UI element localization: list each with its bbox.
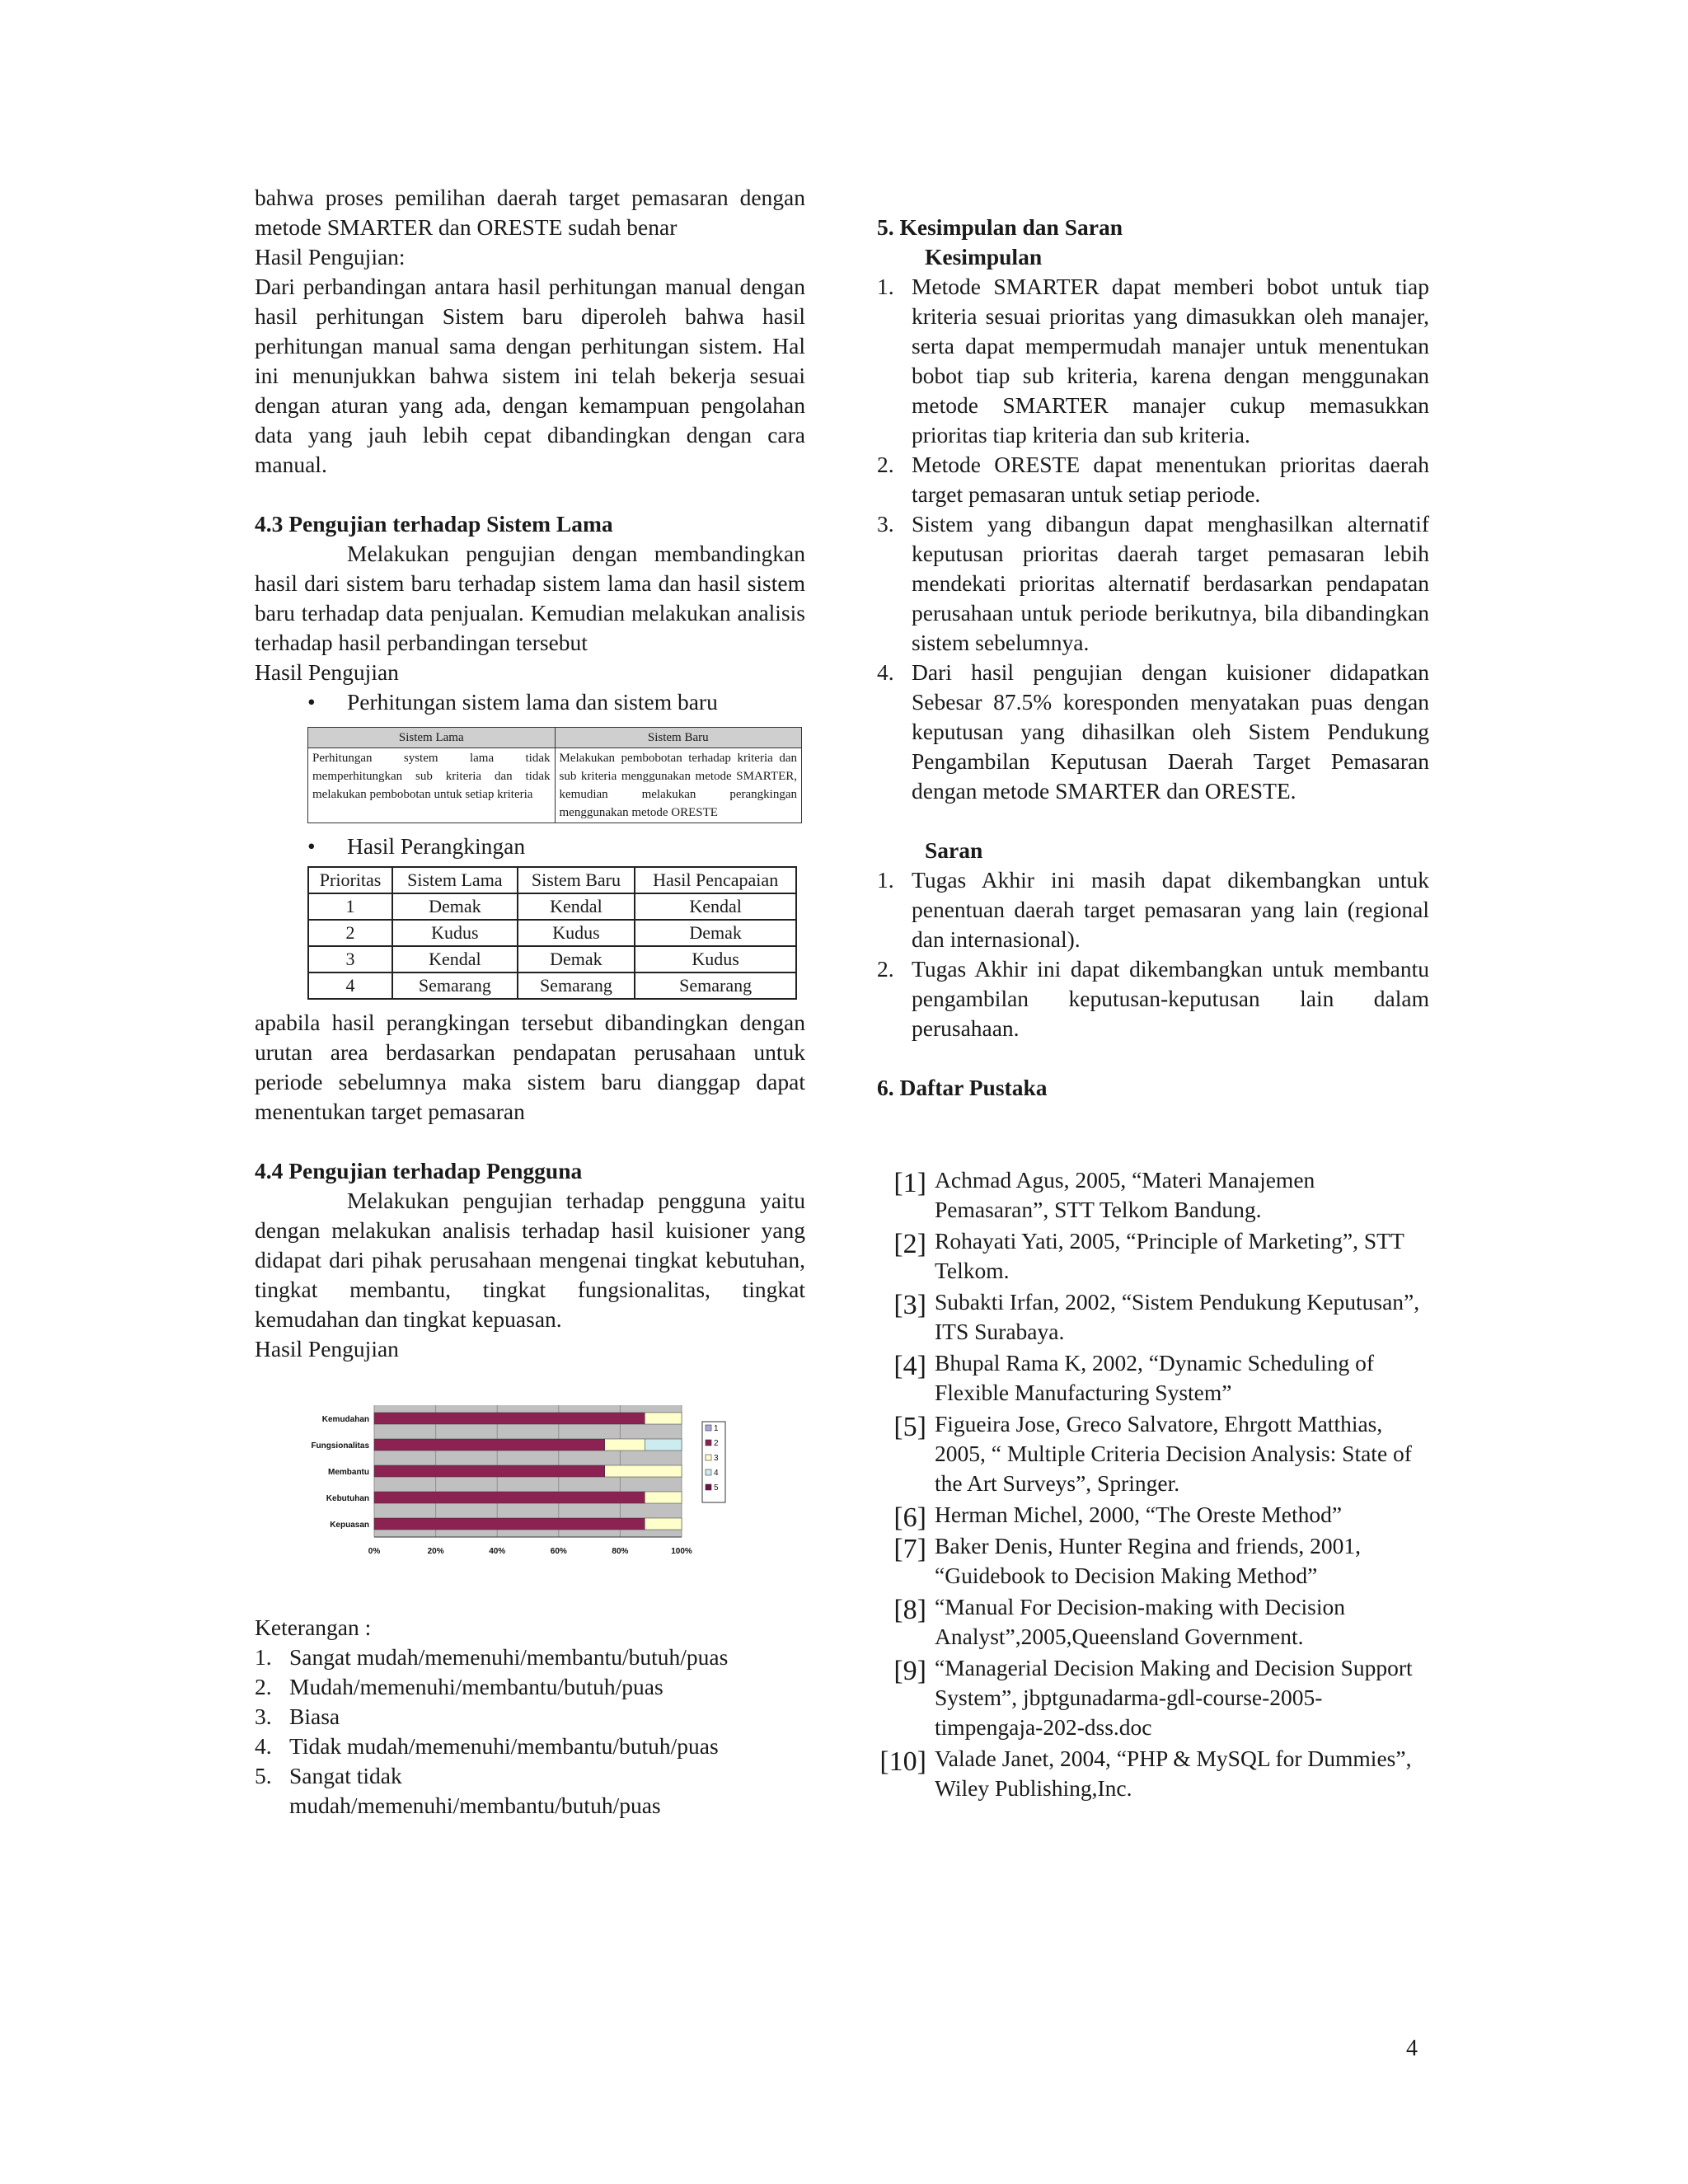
legend-label: 3	[714, 1454, 719, 1463]
legend-label: 5	[714, 1483, 719, 1493]
legend-swatch	[706, 1425, 711, 1431]
reference-list	[877, 1165, 1429, 1803]
list-item	[255, 1732, 805, 1761]
reference-text: Figueira Jose, Greco Salvatore, Ehrgott Matthias, 2005, “ Multiple Criteria Decision Analysis: State of the Art Surveys”, Springer.	[935, 1411, 1412, 1496]
reference-item	[877, 1226, 1429, 1286]
ranking-header: Sistem Baru	[518, 867, 635, 893]
reference-text: Rohayati Yati, 2005, “Principle of Marketing”, STT Telkom.	[935, 1228, 1404, 1283]
category-label: Kemudahan	[321, 1415, 369, 1424]
list-number: 1.	[877, 274, 894, 299]
reference-text: “Manual For Decision-making with Decision Analyst”,2005,Queensland Government.	[935, 1594, 1345, 1649]
bullet-item-perhitungan	[255, 687, 805, 717]
list-number: 4.	[255, 1733, 272, 1759]
list-text: Mudah/memenuhi/membantu/butuh/puas	[289, 1674, 663, 1699]
bullet-item-perangkingan	[255, 832, 805, 861]
hasil-label-1: Hasil Pengujian:	[255, 244, 406, 269]
section-5-heading: 5. Kesimpulan dan Saran	[877, 214, 1123, 240]
reference-item	[877, 1744, 1429, 1803]
comparison-header-lama: Sistem Lama	[308, 728, 556, 748]
ranking-cell: 2	[308, 920, 392, 946]
bar-segment	[645, 1518, 682, 1530]
bar-segment	[645, 1439, 682, 1451]
ranking-cell: Kudus	[635, 946, 796, 972]
after-table-paragraph: apabila hasil perangkingan tersebut dibandingkan dengan urutan area berdasarkan pendapatan perusahaan untuk periode sebelumnya maka sistem baru dianggap dapat menentukan target pemasaran	[255, 1010, 805, 1124]
list-text: Metode SMARTER dapat memberi bobot untuk tiap kriteria sesuai prioritas yang dimasukkan oleh manajer, serta dapat mempermudah manajer untuk menentukan bobot tiap sub kriteria, karena dengan menggunakan metode SMARTER manajer cukup memasukkan prioritas tiap kriteria dan sub kriteria.	[912, 274, 1429, 448]
reference-number: [3]	[893, 1290, 926, 1320]
reference-text: Achmad Agus, 2005, “Materi Manajemen Pemasaran”, STT Telkom Bandung.	[935, 1167, 1315, 1222]
ranking-cell: Kendal	[635, 893, 796, 920]
x-tick-label: 100%	[671, 1547, 692, 1556]
list-text: Tidak mudah/memenuhi/membantu/butuh/puas	[289, 1733, 719, 1759]
left-column	[255, 183, 805, 1821]
category-label: Kebutuhan	[326, 1494, 369, 1503]
legend-swatch	[706, 1484, 711, 1490]
reference-item	[877, 1500, 1429, 1533]
comparison-cell-baru: Melakukan pembobotan terhadap kriteria dan sub kriteria menggunakan metode SMARTER, kemudian melakukan perangkingan menggunakan metode ORESTE	[555, 748, 802, 823]
reference-item	[877, 1348, 1429, 1408]
ranking-cell: Semarang	[518, 972, 635, 999]
table-row	[308, 972, 796, 999]
list-text: Sistem yang dibangun dapat menghasilkan alternatif keputusan prioritas daerah target pemasaran lebih mendekati prioritas alternatif berdasarkan pendapatan perusahaan untuk periode berikutnya, bila dibandingkan sistem sebelumnya.	[912, 511, 1429, 655]
reference-item	[877, 1592, 1429, 1652]
x-tick-label: 60%	[550, 1547, 567, 1556]
keterangan-label: Keterangan :	[255, 1615, 372, 1640]
list-number: 5.	[255, 1763, 272, 1788]
list-item	[877, 272, 1429, 450]
list-text: Tugas Akhir ini dapat dikembangkan untuk membantu pengambilan keputusan-keputusan lain dalam perusahaan.	[912, 956, 1429, 1041]
reference-item	[877, 1287, 1429, 1347]
reference-text: Valade Janet, 2004, “PHP & MySQL for Dummies”, Wiley Publishing,Inc.	[935, 1746, 1412, 1801]
bullet-glyph: •	[307, 689, 316, 715]
x-tick-label: 0%	[368, 1547, 381, 1556]
list-item	[255, 1643, 805, 1672]
ranking-header: Sistem Lama	[392, 867, 518, 893]
reference-number: [10]	[879, 1746, 926, 1777]
ranking-cell: 4	[308, 972, 392, 999]
list-number: 4.	[877, 659, 894, 685]
section-4-3-paragraph: Melakukan pengujian dengan membandingkan hasil dari sistem baru terhadap sistem lama dan hasil sistem baru terhadap data penjualan. Kemudian melakukan analisis terhadap hasil perbandingan tersebut	[255, 541, 805, 655]
ranking-cell: Kendal	[392, 946, 518, 972]
reference-number: [1]	[893, 1168, 926, 1198]
legend-label: 2	[714, 1439, 719, 1448]
ranking-cell: Demak	[392, 893, 518, 920]
reference-item	[877, 1165, 1429, 1225]
ranking-cell: Kendal	[518, 893, 635, 920]
list-text: Dari hasil pengujian dengan kuisioner didapatkan Sebesar 87.5% koresponden menyatakan puas dengan keputusan yang dihasilkan oleh Sistem Pendukung Pengambilan Keputusan Daerah Target Pemasaran dengan metode SMARTER dan ORESTE.	[912, 659, 1429, 804]
ranking-cell: Kudus	[392, 920, 518, 946]
ranking-table	[307, 866, 797, 1000]
reference-text: Subakti Irfan, 2002, “Sistem Pendukung Keputusan”, ITS Surabaya.	[935, 1289, 1420, 1344]
list-number: 2.	[877, 452, 894, 477]
bar-segment	[605, 1439, 645, 1451]
ranking-cell: Demak	[635, 920, 796, 946]
saran-list	[877, 865, 1429, 1043]
list-number: 3.	[255, 1704, 272, 1729]
section-4-4-heading: 4.4 Pengujian terhadap Pengguna	[255, 1158, 583, 1183]
x-tick-label: 40%	[489, 1547, 506, 1556]
ranking-cell: Kudus	[518, 920, 635, 946]
reference-number: [2]	[893, 1229, 926, 1259]
ranking-cell: 3	[308, 946, 392, 972]
section-4-3-heading: 4.3 Pengujian terhadap Sistem Lama	[255, 511, 613, 537]
ranking-header: Hasil Pencapaian	[635, 867, 796, 893]
stacked-bar-chart-svg	[271, 1397, 749, 1578]
ranking-cell: 1	[308, 893, 392, 920]
category-label: Kepuasan	[330, 1521, 369, 1530]
list-item	[255, 1761, 661, 1821]
bar-segment	[645, 1492, 682, 1503]
x-tick-label: 20%	[427, 1547, 444, 1556]
bar-segment	[605, 1465, 682, 1477]
comparison-table	[307, 727, 802, 823]
list-text: Sangat mudah/memenuhi/membantu/butuh/puas	[289, 1644, 729, 1670]
reference-number: [7]	[893, 1534, 926, 1564]
right-column	[877, 183, 1429, 1803]
list-number: 1.	[255, 1644, 272, 1670]
bar-segment	[374, 1413, 645, 1424]
legend-swatch	[706, 1455, 711, 1460]
reference-text: Baker Denis, Hunter Regina and friends, 2001, “Guidebook to Decision Making Method”	[935, 1533, 1362, 1588]
reference-number: [6]	[893, 1502, 926, 1533]
hasil-paragraph-1: Dari perbandingan antara hasil perhitungan manual dengan hasil perhitungan Sistem baru diperoleh bahwa hasil perhitungan manual sama dengan perhitungan sistem. Hal ini menunjukkan bahwa sistem ini telah bekerja sesuai dengan aturan yang ada, dengan kemampuan pengolahan data yang jauh lebih cepat dibandingkan dengan cara manual.	[255, 274, 805, 477]
table-row	[308, 893, 796, 920]
category-label: Fungsionalitas	[311, 1441, 369, 1451]
table-row	[308, 920, 796, 946]
list-number: 2.	[877, 956, 894, 982]
reference-text: Bhupal Rama K, 2002, “Dynamic Scheduling of Flexible Manufacturing System”	[935, 1350, 1375, 1405]
section-4-4-paragraph: Melakukan pengujian terhadap pengguna yaitu dengan melakukan analisis terhadap hasil kuisioner yang didapat dari pihak perusahaan mengenai tingkat kebutuhan, tingkat membantu, tingkat fungsionalitas, tingkat kemudahan dan tingkat kepuasan.	[255, 1188, 805, 1332]
reference-number: [9]	[893, 1656, 926, 1686]
list-number: 3.	[877, 511, 894, 537]
table-row	[308, 946, 796, 972]
legend-swatch	[706, 1469, 711, 1475]
list-item	[255, 1702, 805, 1732]
bar-segment	[645, 1413, 682, 1424]
questionnaire-chart	[255, 1397, 805, 1578]
bullet-text: Perhitungan sistem lama dan sistem baru	[347, 689, 718, 715]
kesimpulan-list	[877, 272, 1429, 806]
ranking-cell: Semarang	[635, 972, 796, 999]
reference-text: “Managerial Decision Making and Decision Support System”, jbptgunadarma-gdl-course-2005-timpengaja-202-dss.doc	[935, 1655, 1413, 1740]
hasil-label-2: Hasil Pengujian	[255, 659, 399, 685]
ranking-cell: Demak	[518, 946, 635, 972]
bar-segment	[374, 1465, 605, 1477]
ranking-cell: Semarang	[392, 972, 518, 999]
reference-number: [8]	[893, 1595, 926, 1625]
list-text: Tugas Akhir ini masih dapat dikembangkan untuk penentuan daerah target pemasaran yang lain (regional dan internasional).	[912, 867, 1429, 952]
reference-number: [4]	[893, 1351, 926, 1381]
list-text: Metode ORESTE dapat menentukan prioritas daerah target pemasaran untuk setiap periode.	[912, 452, 1429, 507]
hasil-label-3: Hasil Pengujian	[255, 1336, 399, 1361]
keterangan-list	[255, 1643, 805, 1821]
list-item	[877, 865, 1429, 954]
page-number: 4	[1406, 2036, 1418, 2061]
list-number: 2.	[255, 1674, 272, 1699]
bullet-glyph: •	[307, 833, 316, 859]
comparison-cell-lama: Perhitungan system lama tidak memperhitungkan sub kriteria dan tidak melakukan pembobotan untuk setiap kriteria	[308, 748, 556, 823]
list-text: Biasa	[289, 1704, 340, 1729]
list-text: Sangat tidak mudah/memenuhi/membantu/butuh/puas	[289, 1763, 661, 1818]
list-item	[877, 450, 1429, 509]
bar-segment	[374, 1518, 645, 1530]
reference-number: [5]	[893, 1412, 926, 1442]
category-label: Membantu	[328, 1468, 369, 1477]
list-item	[877, 509, 1429, 658]
list-item	[877, 954, 1429, 1043]
list-item	[255, 1672, 805, 1702]
bullet-text: Hasil Perangkingan	[347, 833, 526, 859]
legend-swatch	[706, 1440, 711, 1446]
kesimpulan-heading: Kesimpulan	[925, 244, 1043, 269]
reference-text: Herman Michel, 2000, “The Oreste Method”	[935, 1502, 1343, 1527]
reference-item	[877, 1409, 1429, 1498]
bar-segment	[374, 1492, 645, 1503]
section-6-heading: 6. Daftar Pustaka	[877, 1075, 1048, 1100]
list-item	[877, 658, 1429, 806]
legend-label: 4	[714, 1469, 719, 1478]
x-tick-label: 80%	[612, 1547, 629, 1556]
comparison-header-baru: Sistem Baru	[555, 728, 802, 748]
ranking-header: Prioritas	[308, 867, 392, 893]
legend-label: 1	[714, 1424, 719, 1433]
intro-paragraph: bahwa proses pemilihan daerah target pemasaran dengan metode SMARTER dan ORESTE sudah benar	[255, 185, 805, 240]
reference-item	[877, 1653, 1429, 1742]
bar-segment	[374, 1439, 605, 1451]
list-number: 1.	[877, 867, 894, 893]
saran-heading: Saran	[925, 837, 983, 863]
reference-item	[877, 1531, 1429, 1591]
